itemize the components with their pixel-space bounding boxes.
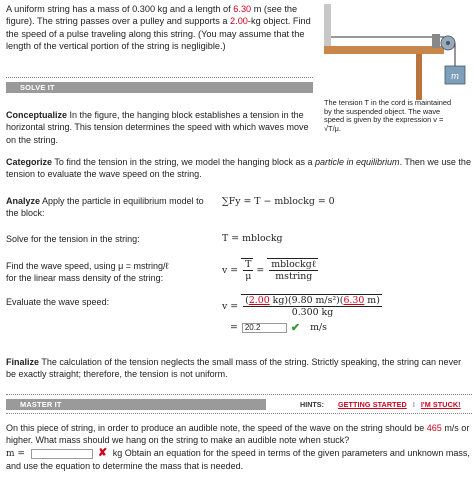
master-text-2: m/s or higher. What mass should we hang on the string to make an audible note when stuck? bbox=[6, 423, 470, 446]
conceptualize-heading: Conceptualize bbox=[6, 110, 68, 120]
eval-numerator: (2.00 kg)(9.80 m/s²)(6.30 m) bbox=[245, 295, 380, 306]
evaluate-label: Evaluate the wave speed: bbox=[6, 297, 110, 307]
conceptualize-text: In the figure, the hanging block establishes a tension in the horizontal string. This tension determines the speed with which waves move on the string. bbox=[6, 110, 309, 145]
table-top bbox=[324, 46, 444, 54]
wave-v: v = bbox=[222, 264, 239, 276]
getting-started-link[interactable]: GETTING STARTED bbox=[337, 400, 407, 409]
problem-text-1: A uniform string has a mass of 0.300 kg and a length of bbox=[6, 4, 234, 14]
finalize-step bbox=[6, 356, 472, 381]
frac-T: T bbox=[245, 259, 252, 270]
problem-statement bbox=[6, 3, 311, 52]
eval-end: m) bbox=[364, 295, 380, 306]
categorize-text-1: To find the tension in the string, we model the hanging block as a bbox=[52, 157, 316, 167]
equilibrium-equation: ∑Fy = T − mblockg = 0 bbox=[222, 196, 335, 207]
wave-speed-answer-input[interactable] bbox=[242, 323, 287, 333]
eval-length: 6.30 bbox=[343, 295, 365, 306]
analyze-text: Apply the particle in equilibrium model to the block: bbox=[6, 196, 204, 219]
hints-label: HINTS: bbox=[300, 400, 324, 409]
mass-unit-text: kg Obtain an equation for the speed in terms of the given parameters and unknown mass, and use the equation to determine the mass that is needed. bbox=[6, 448, 470, 472]
tension-label: Solve for the tension in the string: bbox=[6, 234, 140, 244]
master-it-question bbox=[6, 422, 472, 447]
master-text-1: On this piece of string, in order to produce an audible note, the speed of the wave on the string should be bbox=[6, 423, 427, 433]
wave-speed-label-1: Find the wave speed, using μ = mstring/ℓ bbox=[6, 261, 169, 271]
separator bbox=[6, 77, 313, 78]
hints-separator: I bbox=[412, 400, 415, 409]
answer-unit: m/s bbox=[310, 322, 327, 333]
eval-mid: kg)(9.80 m/s²)( bbox=[269, 295, 344, 306]
mass-answer-input[interactable] bbox=[31, 449, 93, 459]
equals-1: = bbox=[256, 264, 265, 276]
wave-speed-label bbox=[6, 260, 206, 285]
eval-mass: 2.00 bbox=[248, 295, 270, 306]
frac-den: mstring bbox=[275, 271, 313, 282]
pulley-bracket bbox=[432, 34, 440, 48]
analyze-step bbox=[6, 195, 206, 220]
mass-answer-row bbox=[6, 447, 472, 473]
categorize-italic: particle in equilibrium bbox=[315, 157, 400, 167]
sqrt-3 bbox=[241, 294, 382, 318]
wave-speed-equation bbox=[222, 258, 318, 282]
wall bbox=[324, 4, 331, 52]
table-leg bbox=[416, 54, 422, 100]
categorize-heading: Categorize bbox=[6, 157, 53, 167]
mass-value: 2.00 bbox=[230, 16, 248, 27]
correct-check-icon: ✔ bbox=[290, 322, 301, 334]
mass-label: m = bbox=[6, 449, 25, 459]
wave-speed-label-2: for the linear mass density of the string: bbox=[6, 273, 164, 284]
answer-row bbox=[230, 321, 327, 334]
frac-num: mblockgℓ bbox=[271, 259, 317, 270]
master-it-banner: MASTER IT bbox=[6, 399, 266, 410]
figure-caption: The tension T in the cord is maintained by the suspended object. The wave speed is given by the expression v = √T/μ. bbox=[324, 98, 452, 133]
tension-equation: T = mblockg bbox=[222, 233, 283, 244]
speed-value: 465 bbox=[426, 423, 442, 433]
block-label: m bbox=[450, 72, 460, 82]
sqrt-1 bbox=[241, 258, 253, 282]
frac-mu: μ bbox=[245, 271, 252, 282]
answer-equals: = bbox=[230, 322, 238, 333]
categorize-text-2: . Then we use the tension to evaluate the wave speed on the string. bbox=[6, 157, 471, 180]
separator-2 bbox=[6, 394, 472, 395]
im-stuck-link[interactable]: I'M STUCK! bbox=[420, 400, 461, 409]
evaluate-equation bbox=[222, 294, 382, 318]
finalize-text: The calculation of the tension neglects the small mass of the string. Strictly speaking, the string can never be exactly straight; therefore, the tension is not uniform. bbox=[6, 357, 462, 380]
analyze-heading: Analyze bbox=[6, 196, 41, 206]
finalize-heading: Finalize bbox=[6, 357, 40, 367]
categorize-step bbox=[6, 156, 474, 181]
problem-text-2: m (see the figure). The string passes over a pulley and supports a bbox=[6, 4, 298, 27]
length-value: 6.30 bbox=[233, 4, 252, 14]
eval-denominator: 0.300 kg bbox=[291, 307, 334, 318]
pulley-axle bbox=[446, 41, 450, 45]
eval-v: v = bbox=[222, 300, 239, 312]
separator-3 bbox=[6, 413, 472, 414]
problem-text-3: -kg object. Find the speed of a pulse traveling along this string. (You may assume that the length of the vertical portion of the string is negligible.) bbox=[6, 16, 311, 51]
conceptualize-step bbox=[6, 109, 311, 146]
solve-it-banner: SOLVE IT bbox=[6, 82, 313, 93]
pulley-figure bbox=[324, 4, 468, 100]
incorrect-x-icon: ✘ bbox=[97, 447, 108, 459]
sqrt-2 bbox=[267, 258, 318, 282]
hints-bar bbox=[300, 400, 461, 409]
